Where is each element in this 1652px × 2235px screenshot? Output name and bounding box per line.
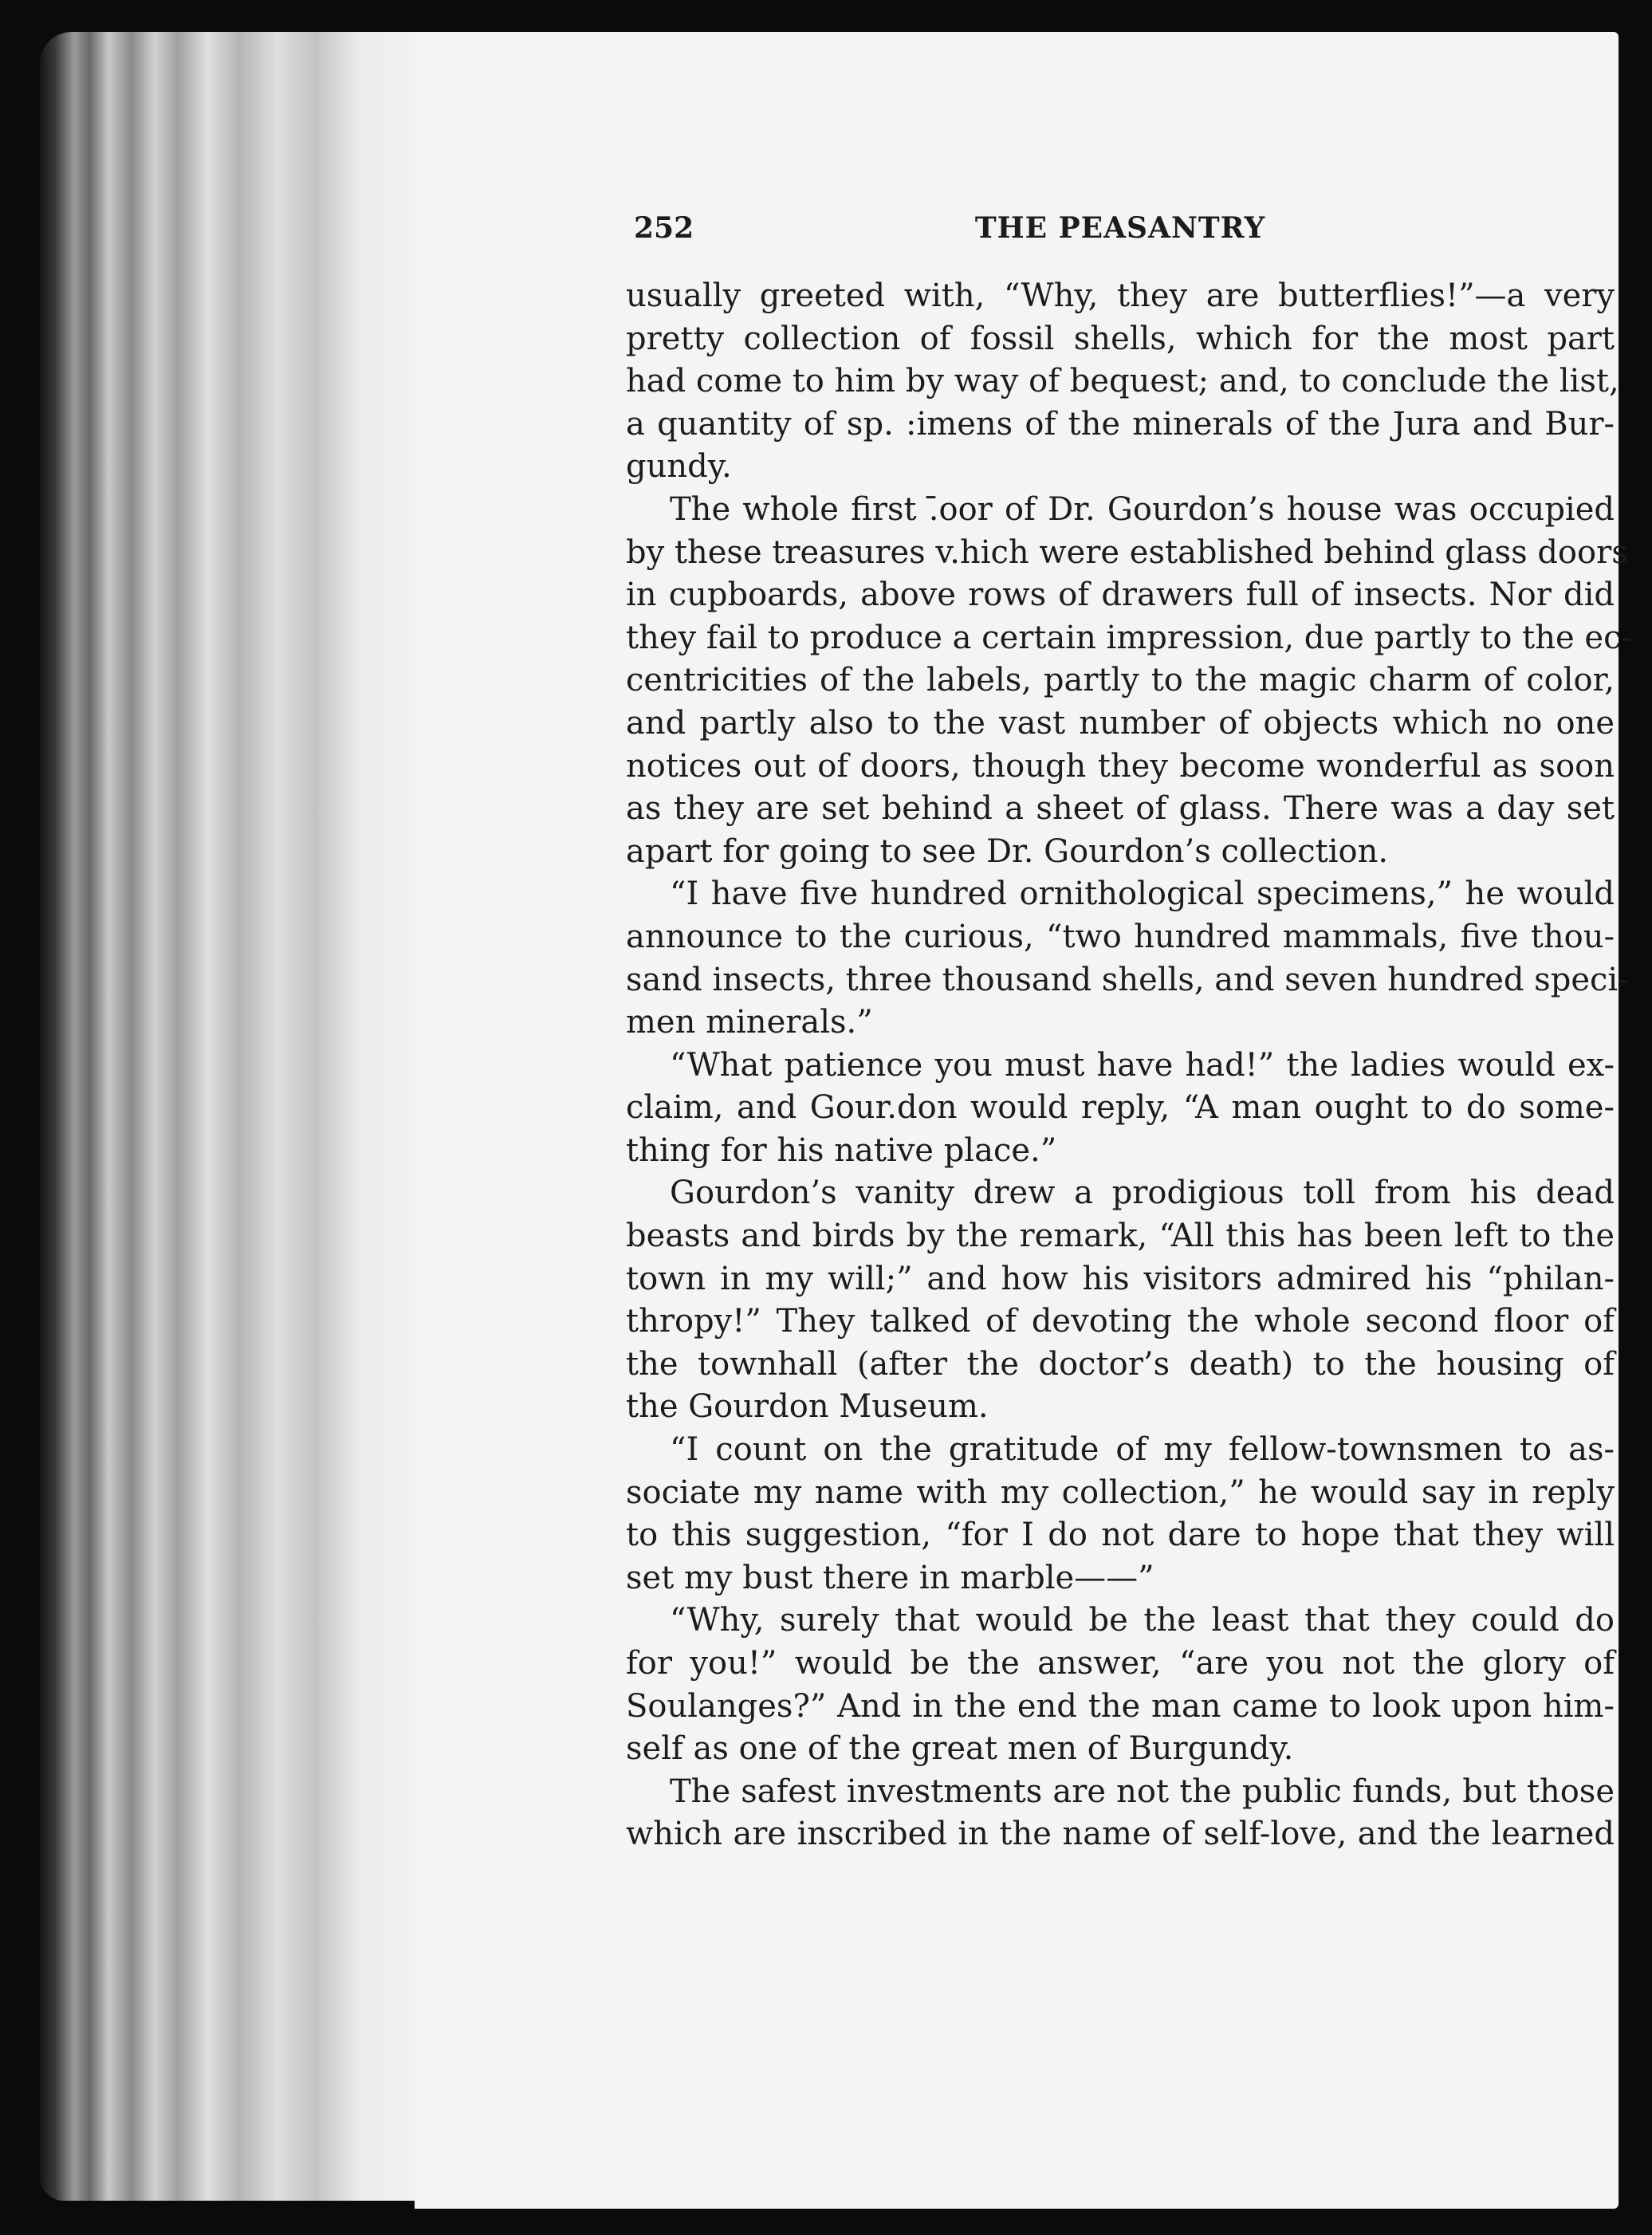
text-line: had come to him by way of bequest; and, to conclude the list, bbox=[626, 363, 1619, 400]
text-line: sociate my name with my collection,” he would say in reply bbox=[626, 1474, 1615, 1511]
text-line: a quantity of sp. :imens of the minerals of the Jura and Bur- bbox=[626, 405, 1615, 443]
text-line: which are inscribed in the name of self-love, and the learned bbox=[626, 1816, 1615, 1853]
text-line: “I count on the gratitude of my fellow-townsmen to as- bbox=[670, 1431, 1615, 1469]
text-line: announce to the curious, “two hundred mammals, five thou- bbox=[626, 918, 1615, 955]
text-line: they fail to produce a certain impression, due partly to the ec- bbox=[626, 619, 1632, 656]
text-line: “Why, surely that would be the least that they could do bbox=[670, 1602, 1615, 1639]
text-line: notices out of doors, though they become wonderful as soon bbox=[626, 747, 1615, 785]
text-line: men minerals.” bbox=[626, 1004, 873, 1041]
text-line: the Gourdon Museum. bbox=[626, 1388, 989, 1426]
text-line: and partly also to the vast number of objects which no one bbox=[626, 704, 1615, 742]
text-line: Gourdon’s vanity drew a prodigious toll from his dead bbox=[670, 1175, 1615, 1212]
text-line: thing for his native place.” bbox=[626, 1131, 1057, 1169]
running-head: THE PEASANTRY bbox=[974, 211, 1266, 245]
text-line: to this suggestion, “for I do not dare to hope that they will bbox=[626, 1517, 1615, 1554]
text-line: town in my will;” and how his visitors admired his “philan- bbox=[626, 1260, 1615, 1297]
text-line: for you!” would be the answer, “are you not the glory of bbox=[626, 1645, 1615, 1682]
book-spine bbox=[40, 32, 423, 2201]
text-line: apart for going to see Dr. Gourdon’s collection. bbox=[626, 832, 1389, 870]
text-line: centricities of the labels, partly to the magic charm of color, bbox=[626, 662, 1615, 699]
text-line: The whole first .̄oor of Dr. Gourdon’s house was occupied bbox=[670, 490, 1615, 528]
text-line: “What patience you must have had!” the ladies would ex- bbox=[670, 1046, 1615, 1084]
text-line: thropy!” They talked of devoting the whole second floor of bbox=[626, 1303, 1615, 1340]
text-line: claim, and Gour.don would reply, “A man ought to do some- bbox=[626, 1089, 1615, 1127]
text-line: “I have five hundred ornithological specimens,” he would bbox=[670, 876, 1615, 913]
text-line: pretty collection of fossil shells, which for the most part bbox=[626, 320, 1615, 357]
text-line: The safest investments are not the public funds, but those bbox=[670, 1773, 1615, 1810]
text-line: as they are set behind a sheet of glass. There was a day set bbox=[626, 790, 1615, 828]
text-line: in cupboards, above rows of drawers full of insects. Nor did bbox=[626, 576, 1615, 614]
text-line: gundy. bbox=[626, 448, 732, 486]
text-line: by these treasures v.hich were established behind glass doors bbox=[626, 533, 1628, 571]
text-block bbox=[626, 211, 1632, 1856]
text-line: set my bust there in marble——” bbox=[626, 1559, 1154, 1596]
page-number: 252 bbox=[634, 211, 694, 245]
text-line: usually greeted with, “Why, they are butterflies!”—a very bbox=[626, 277, 1615, 314]
text-line: beasts and birds by the remark, “All this has been left to the bbox=[626, 1218, 1615, 1255]
page-header bbox=[626, 211, 1615, 275]
text-line: the townhall (after the doctor’s death) to the housing of bbox=[626, 1345, 1615, 1383]
text-line: self as one of the great men of Burgundy. bbox=[626, 1730, 1294, 1768]
text-line: sand insects, three thousand shells, and seven hundred speci- bbox=[626, 961, 1629, 998]
text-line: Soulanges?” And in the end the man came to look upon him- bbox=[626, 1687, 1615, 1725]
